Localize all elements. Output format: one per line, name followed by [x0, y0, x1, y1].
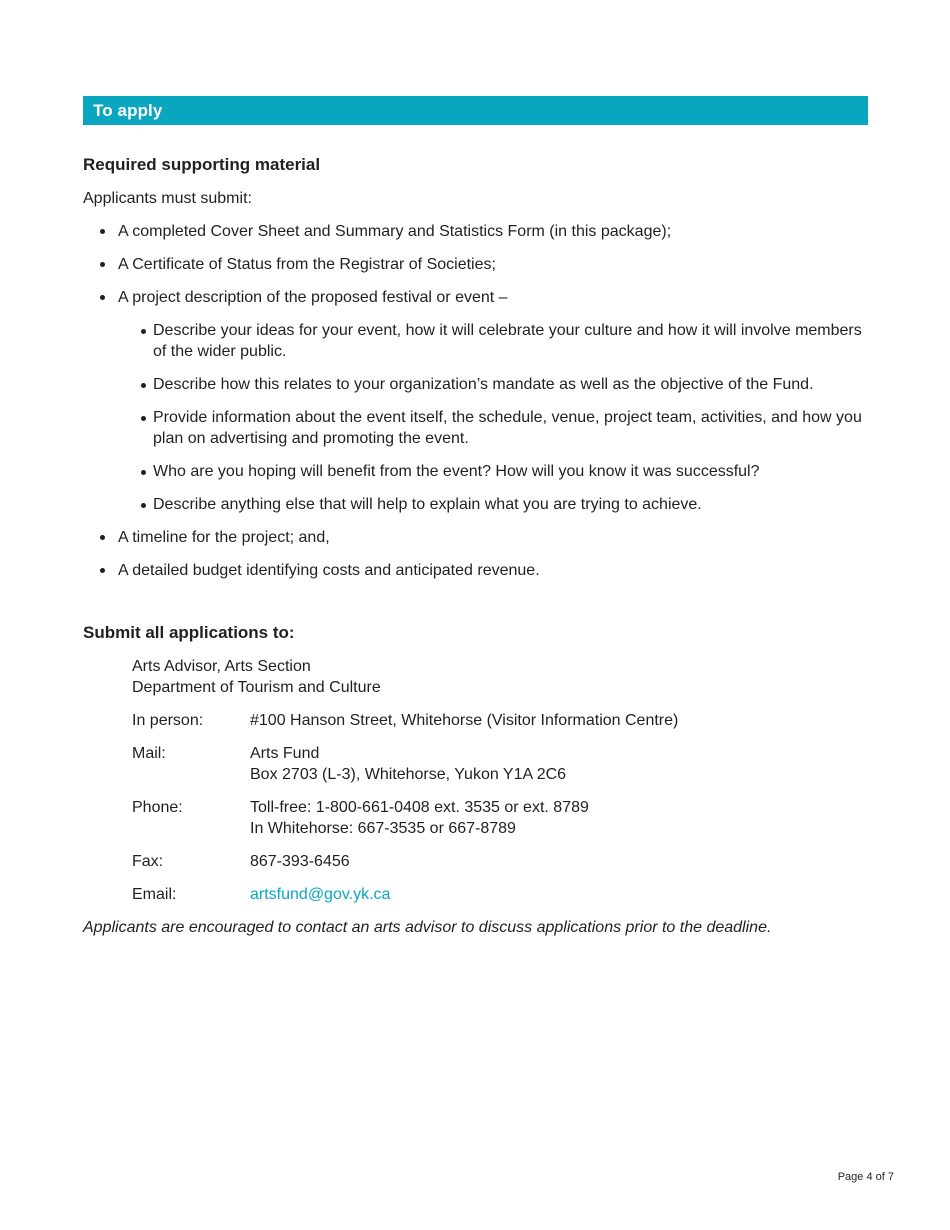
list-item-text: A Certificate of Status from the Registrar of Societies;: [118, 256, 496, 273]
contact-row-in-person: [132, 710, 678, 743]
list-item-text: A detailed budget identifying costs and anticipated revenue.: [118, 562, 540, 579]
mail-value: [250, 743, 678, 797]
document-page: [83, 96, 868, 938]
contact-row-mail: [132, 743, 678, 797]
sub-list-item: [83, 320, 868, 362]
advisor-note: Applicants are encouraged to contact an arts advisor to discuss applications prior to the deadline.: [83, 919, 772, 936]
sub-list-item-text: Provide information about the event itself, the schedule, venue, project team, activities, and how you plan on advertising and promoting the event.: [153, 409, 862, 447]
contact-row-phone: [132, 797, 678, 851]
page-number: Page 4 of 7: [837, 1171, 894, 1183]
mail-line-1: Arts Fund: [250, 745, 320, 762]
required-material-heading: Required supporting material: [83, 155, 321, 174]
email-value-cell: [250, 884, 678, 917]
list-item-text: A project description of the proposed festival or event –: [118, 289, 508, 306]
mail-line-2: Box 2703 (L-3), Whitehorse, Yukon Y1A 2C6: [250, 766, 567, 783]
project-description-sublist: [118, 320, 868, 515]
recipient-line-2: Department of Tourism and Culture: [132, 679, 381, 696]
sub-list-item: [83, 494, 868, 515]
sub-list-item: [83, 374, 868, 395]
contact-row-email: [132, 884, 678, 917]
phone-line-2: In Whitehorse: 667-3535 or 667-8789: [250, 820, 516, 837]
phone-line-1: Toll-free: 1-800-661-0408 ext. 3535 or ext. 8789: [250, 799, 589, 816]
list-item: [83, 527, 868, 548]
contact-table: [132, 710, 678, 917]
sub-list-item-text: Describe how this relates to your organization’s mandate as well as the objective of the Fund.: [153, 376, 814, 393]
list-item-text: A completed Cover Sheet and Summary and Statistics Form (in this package);: [118, 223, 672, 240]
required-items-list: [83, 221, 868, 581]
email-link[interactable]: artsfund@gov.yk.ca: [250, 886, 391, 903]
required-intro: Applicants must submit:: [83, 190, 252, 207]
sub-list-item: [83, 407, 868, 449]
list-item: [83, 287, 868, 515]
contact-row-fax: [132, 851, 678, 884]
section-header-to-apply: [83, 96, 868, 125]
sub-list-item: [83, 461, 868, 482]
recipient-line-1: Arts Advisor, Arts Section: [132, 658, 311, 675]
list-item: [83, 221, 868, 242]
recipient-address: [132, 656, 868, 698]
fax-label: Fax:: [132, 853, 164, 870]
submit-applications-heading: Submit all applications to:: [83, 623, 295, 642]
sub-list-item-text: Describe anything else that will help to explain what you are trying to achieve.: [153, 496, 702, 513]
sub-list-item-text: Who are you hoping will benefit from the event? How will you know it was successful?: [153, 463, 760, 480]
phone-value: [250, 797, 678, 851]
list-item-text: A timeline for the project; and,: [118, 529, 330, 546]
email-label: Email:: [132, 886, 177, 903]
sub-list-item-text: Describe your ideas for your event, how it will celebrate your culture and how it will involve members of the wider public.: [153, 322, 862, 360]
list-item: [83, 560, 868, 581]
mail-label: Mail:: [132, 745, 166, 762]
fax-value: 867-393-6456: [250, 853, 350, 870]
phone-label: Phone:: [132, 799, 183, 816]
section-title: To apply: [93, 101, 163, 120]
list-item: [83, 254, 868, 275]
in-person-label: In person:: [132, 712, 204, 729]
in-person-value: #100 Hanson Street, Whitehorse (Visitor Information Centre): [250, 712, 679, 729]
